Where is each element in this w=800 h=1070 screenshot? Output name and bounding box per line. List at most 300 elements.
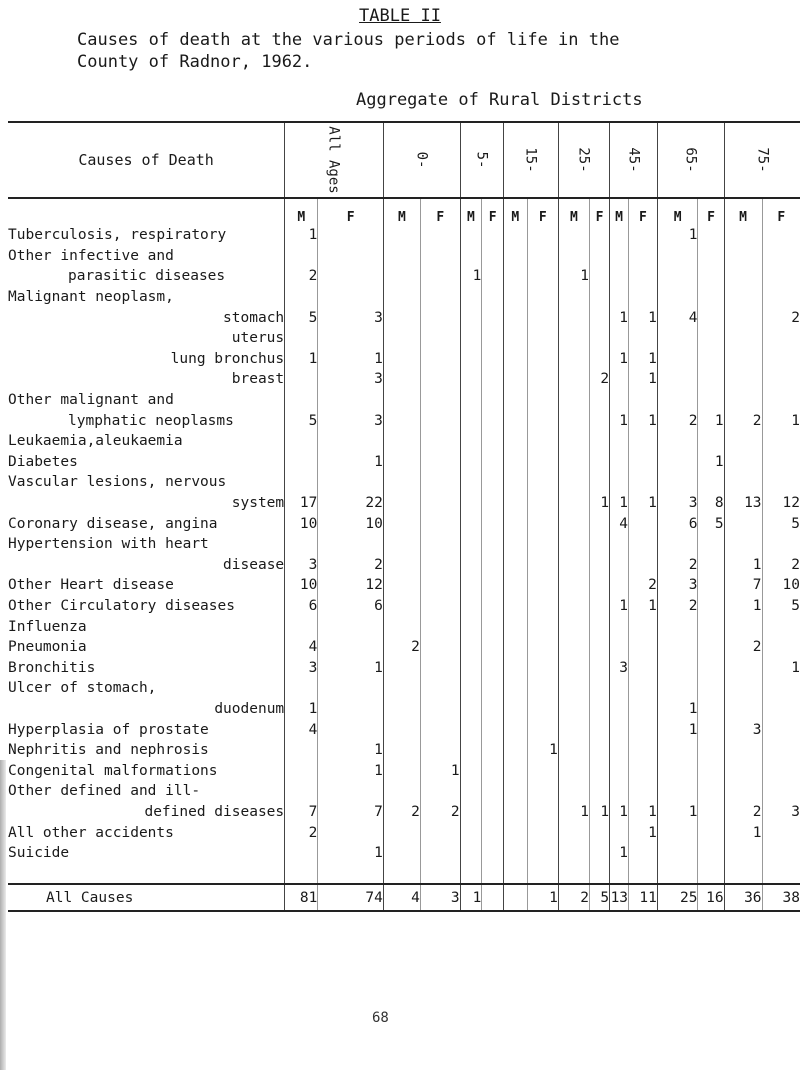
count-cell: 3	[724, 719, 762, 740]
count-cell	[482, 657, 504, 678]
count-cell	[420, 472, 460, 493]
count-cell	[420, 719, 460, 740]
count-cell: 1	[610, 493, 629, 514]
sex-header-row	[8, 198, 800, 225]
sex-header-male: M	[383, 198, 420, 225]
count-cell	[285, 431, 318, 452]
count-cell	[589, 349, 609, 370]
count-cell	[610, 266, 629, 287]
count-cell	[558, 781, 589, 802]
count-cell	[724, 349, 762, 370]
count-cell	[383, 328, 420, 349]
count-cell	[610, 534, 629, 555]
count-cell: 2	[285, 266, 318, 287]
count-cell	[558, 843, 589, 864]
count-cell	[698, 596, 724, 617]
caption-line-1: Causes of death at the various periods of life in the	[77, 30, 620, 50]
spacer-row	[8, 863, 800, 884]
count-cell	[610, 781, 629, 802]
count-cell	[657, 246, 698, 267]
count-cell: 1	[762, 657, 800, 678]
count-cell	[503, 760, 527, 781]
count-cell	[482, 472, 504, 493]
count-cell	[698, 431, 724, 452]
count-cell	[762, 452, 800, 473]
count-cell	[558, 555, 589, 576]
count-cell	[482, 616, 504, 637]
count-cell	[629, 699, 658, 720]
count-cell	[318, 781, 384, 802]
count-cell: 2	[724, 637, 762, 658]
age-header-65: 65-	[657, 122, 724, 198]
count-cell	[420, 225, 460, 246]
table-body	[8, 225, 800, 911]
count-cell	[527, 431, 558, 452]
count-cell	[482, 452, 504, 473]
count-cell	[460, 534, 482, 555]
cause-label: parasitic diseases	[68, 268, 226, 285]
cause-label: All other accidents	[8, 824, 174, 841]
count-cell	[657, 266, 698, 287]
cause-label: Other malignant and	[8, 392, 174, 409]
count-cell	[420, 575, 460, 596]
count-cell	[589, 657, 609, 678]
count-cell: 1	[629, 822, 658, 843]
cause-label: Malignant neoplasm,	[8, 289, 174, 306]
age-header-75: 75-	[724, 122, 800, 198]
count-cell	[503, 349, 527, 370]
table-row	[8, 225, 800, 246]
count-cell	[527, 369, 558, 390]
count-cell	[762, 472, 800, 493]
count-cell	[698, 657, 724, 678]
count-cell	[527, 349, 558, 370]
cause-label: Nephritis and nephrosis	[8, 742, 209, 759]
age-header-15: 15-	[503, 122, 558, 198]
count-cell	[657, 657, 698, 678]
count-cell	[503, 596, 527, 617]
count-cell	[558, 596, 589, 617]
count-cell	[558, 513, 589, 534]
count-cell	[698, 822, 724, 843]
count-cell	[503, 369, 527, 390]
count-cell	[762, 349, 800, 370]
count-cell	[589, 328, 609, 349]
count-cell: 1	[318, 740, 384, 761]
sex-header-male: M	[558, 198, 589, 225]
count-cell	[482, 740, 504, 761]
total-cell: 11	[629, 884, 658, 911]
count-cell	[503, 781, 527, 802]
total-row	[8, 884, 800, 911]
count-cell	[589, 534, 609, 555]
count-cell	[383, 493, 420, 514]
count-cell	[318, 472, 384, 493]
cause-label: Influenza	[8, 618, 87, 635]
cause-label: system	[231, 495, 285, 512]
count-cell	[527, 616, 558, 637]
count-cell	[762, 390, 800, 411]
sex-header-male: M	[503, 198, 527, 225]
count-cell	[610, 760, 629, 781]
count-cell	[698, 555, 724, 576]
count-cell	[383, 307, 420, 328]
count-cell	[589, 246, 609, 267]
count-cell	[724, 452, 762, 473]
count-cell	[460, 657, 482, 678]
count-cell: 2	[383, 637, 420, 658]
count-cell	[629, 760, 658, 781]
count-cell: 12	[318, 575, 384, 596]
count-cell	[482, 596, 504, 617]
count-cell	[527, 472, 558, 493]
table-row	[8, 307, 800, 328]
count-cell	[527, 328, 558, 349]
count-cell	[698, 390, 724, 411]
count-cell	[762, 328, 800, 349]
count-cell: 1	[629, 493, 658, 514]
count-cell	[527, 513, 558, 534]
count-cell	[629, 431, 658, 452]
count-cell	[285, 534, 318, 555]
sex-header-female: F	[527, 198, 558, 225]
count-cell	[558, 307, 589, 328]
count-cell	[657, 328, 698, 349]
table-row	[8, 740, 800, 761]
total-cell: 1	[527, 884, 558, 911]
total-cell: 38	[762, 884, 800, 911]
count-cell	[762, 637, 800, 658]
sex-header-female: F	[762, 198, 800, 225]
count-cell	[558, 369, 589, 390]
count-cell	[460, 575, 482, 596]
count-cell	[318, 534, 384, 555]
table-row	[8, 657, 800, 678]
count-cell	[420, 596, 460, 617]
count-cell	[629, 657, 658, 678]
count-cell	[527, 699, 558, 720]
count-cell	[698, 349, 724, 370]
count-cell	[698, 287, 724, 308]
count-cell	[482, 760, 504, 781]
count-cell	[420, 452, 460, 473]
count-cell	[589, 513, 609, 534]
count-cell	[610, 369, 629, 390]
count-cell	[527, 760, 558, 781]
count-cell: 12	[762, 493, 800, 514]
count-cell: 5	[285, 307, 318, 328]
count-cell	[762, 781, 800, 802]
count-cell: 1	[629, 410, 658, 431]
total-cell: 16	[698, 884, 724, 911]
count-cell	[610, 740, 629, 761]
count-cell: 8	[698, 493, 724, 514]
count-cell	[420, 534, 460, 555]
table-row	[8, 287, 800, 308]
count-cell	[724, 699, 762, 720]
count-cell: 1	[589, 802, 609, 823]
count-cell: 4	[285, 719, 318, 740]
count-cell: 1	[724, 596, 762, 617]
total-cell	[482, 884, 504, 911]
count-cell	[460, 349, 482, 370]
count-cell	[610, 452, 629, 473]
count-cell: 1	[629, 307, 658, 328]
count-cell	[482, 699, 504, 720]
count-cell	[762, 699, 800, 720]
count-cell: 6	[285, 596, 318, 617]
count-cell: 1	[420, 760, 460, 781]
count-cell	[383, 472, 420, 493]
cause-label: Suicide	[8, 845, 70, 862]
total-cell: 81	[285, 884, 318, 911]
count-cell	[589, 452, 609, 473]
count-cell: 7	[318, 802, 384, 823]
count-cell	[589, 719, 609, 740]
count-cell	[482, 390, 504, 411]
count-cell	[657, 637, 698, 658]
table-row	[8, 431, 800, 452]
count-cell	[762, 287, 800, 308]
count-cell	[527, 596, 558, 617]
cause-label: defined diseases	[144, 803, 285, 820]
cause-label: lung bronchus	[170, 350, 285, 367]
count-cell	[610, 616, 629, 637]
count-cell: 2	[762, 307, 800, 328]
sex-header-female: F	[482, 198, 504, 225]
count-cell	[383, 246, 420, 267]
page-number: 68	[372, 1010, 389, 1026]
count-cell	[460, 452, 482, 473]
count-cell	[383, 575, 420, 596]
count-cell: 1	[318, 760, 384, 781]
count-cell	[589, 760, 609, 781]
count-cell	[420, 410, 460, 431]
count-cell	[558, 760, 589, 781]
sex-header-male: M	[285, 198, 318, 225]
count-cell	[657, 760, 698, 781]
count-cell	[482, 678, 504, 699]
table-row	[8, 246, 800, 267]
cause-label: breast	[231, 371, 285, 388]
count-cell	[420, 246, 460, 267]
table-row	[8, 513, 800, 534]
count-cell	[420, 678, 460, 699]
count-cell: 1	[657, 719, 698, 740]
count-cell: 2	[657, 596, 698, 617]
count-cell: 2	[762, 555, 800, 576]
cause-label: Diabetes	[8, 453, 78, 470]
count-cell	[285, 781, 318, 802]
count-cell: 7	[285, 802, 318, 823]
count-cell	[383, 616, 420, 637]
count-cell	[762, 431, 800, 452]
count-cell: 1	[558, 802, 589, 823]
count-cell	[724, 616, 762, 637]
count-cell	[589, 225, 609, 246]
count-cell	[285, 843, 318, 864]
count-cell	[724, 225, 762, 246]
count-cell	[383, 266, 420, 287]
count-cell	[762, 740, 800, 761]
count-cell	[482, 349, 504, 370]
count-cell	[527, 390, 558, 411]
count-cell	[610, 472, 629, 493]
count-cell	[724, 781, 762, 802]
count-cell	[558, 637, 589, 658]
count-cell	[383, 719, 420, 740]
count-cell	[527, 802, 558, 823]
count-cell	[527, 719, 558, 740]
count-cell	[460, 307, 482, 328]
count-cell	[482, 534, 504, 555]
count-cell	[589, 575, 609, 596]
count-cell	[724, 472, 762, 493]
count-cell	[629, 843, 658, 864]
table-row	[8, 678, 800, 699]
count-cell	[285, 452, 318, 473]
count-cell: 5	[698, 513, 724, 534]
count-cell	[558, 740, 589, 761]
count-cell	[698, 472, 724, 493]
count-cell	[724, 328, 762, 349]
count-cell	[629, 328, 658, 349]
count-cell	[724, 266, 762, 287]
count-cell	[589, 472, 609, 493]
count-cell	[503, 328, 527, 349]
count-cell	[629, 740, 658, 761]
count-cell	[724, 246, 762, 267]
count-cell	[610, 699, 629, 720]
count-cell	[285, 472, 318, 493]
count-cell	[610, 719, 629, 740]
count-cell	[460, 410, 482, 431]
count-cell: 3	[285, 555, 318, 576]
count-cell	[503, 555, 527, 576]
count-cell	[503, 843, 527, 864]
count-cell	[657, 349, 698, 370]
count-cell: 1	[285, 699, 318, 720]
count-cell	[610, 678, 629, 699]
count-cell	[698, 740, 724, 761]
count-cell	[558, 822, 589, 843]
count-cell	[318, 822, 384, 843]
age-header-0: 0-	[383, 122, 460, 198]
count-cell: 3	[285, 657, 318, 678]
count-cell	[503, 616, 527, 637]
count-cell	[318, 431, 384, 452]
table-row	[8, 637, 800, 658]
table-row	[8, 472, 800, 493]
count-cell: 1	[657, 802, 698, 823]
count-cell: 6	[318, 596, 384, 617]
table-row	[8, 493, 800, 514]
count-cell	[383, 452, 420, 473]
count-cell	[285, 760, 318, 781]
count-cell	[460, 431, 482, 452]
count-cell	[629, 781, 658, 802]
count-cell	[420, 369, 460, 390]
count-cell	[383, 410, 420, 431]
count-cell	[285, 390, 318, 411]
count-cell	[724, 287, 762, 308]
count-cell	[610, 225, 629, 246]
count-cell	[460, 802, 482, 823]
table-row	[8, 802, 800, 823]
count-cell	[460, 822, 482, 843]
sex-header-male: M	[657, 198, 698, 225]
count-cell	[527, 822, 558, 843]
count-cell: 2	[724, 410, 762, 431]
count-cell: 1	[610, 349, 629, 370]
count-cell	[420, 699, 460, 720]
count-cell	[420, 390, 460, 411]
count-cell: 1	[318, 349, 384, 370]
count-cell	[698, 802, 724, 823]
count-cell	[698, 637, 724, 658]
count-cell: 3	[318, 307, 384, 328]
count-cell	[657, 390, 698, 411]
count-cell	[460, 472, 482, 493]
count-cell	[629, 616, 658, 637]
count-cell	[724, 657, 762, 678]
table-row	[8, 699, 800, 720]
count-cell	[460, 555, 482, 576]
count-cell	[527, 307, 558, 328]
count-cell	[420, 740, 460, 761]
count-cell	[698, 760, 724, 781]
count-cell	[460, 781, 482, 802]
count-cell	[527, 225, 558, 246]
count-cell	[698, 575, 724, 596]
count-cell: 1	[610, 307, 629, 328]
count-cell: 5	[762, 596, 800, 617]
cause-label: stomach	[223, 309, 285, 326]
count-cell	[383, 555, 420, 576]
count-cell: 4	[610, 513, 629, 534]
count-cell	[285, 328, 318, 349]
count-cell	[698, 266, 724, 287]
count-cell: 1	[657, 699, 698, 720]
count-cell: 1	[629, 369, 658, 390]
total-cell: 25	[657, 884, 698, 911]
count-cell	[698, 369, 724, 390]
count-cell: 10	[285, 513, 318, 534]
count-cell	[503, 575, 527, 596]
total-cell	[503, 884, 527, 911]
count-cell	[558, 390, 589, 411]
count-cell: 1	[610, 843, 629, 864]
count-cell	[503, 740, 527, 761]
total-cell: 5	[589, 884, 609, 911]
count-cell	[558, 657, 589, 678]
caption-line-3: Aggregate of Rural Districts	[356, 90, 643, 110]
cause-label: lymphatic neoplasms	[68, 412, 234, 429]
count-cell	[503, 452, 527, 473]
count-cell: 10	[285, 575, 318, 596]
table-row	[8, 452, 800, 473]
count-cell	[503, 246, 527, 267]
count-cell	[460, 369, 482, 390]
count-cell	[698, 843, 724, 864]
count-cell	[657, 369, 698, 390]
count-cell	[420, 513, 460, 534]
count-cell	[460, 390, 482, 411]
count-cell	[558, 328, 589, 349]
count-cell	[657, 616, 698, 637]
sex-header-female: F	[420, 198, 460, 225]
sex-header-female: F	[698, 198, 724, 225]
